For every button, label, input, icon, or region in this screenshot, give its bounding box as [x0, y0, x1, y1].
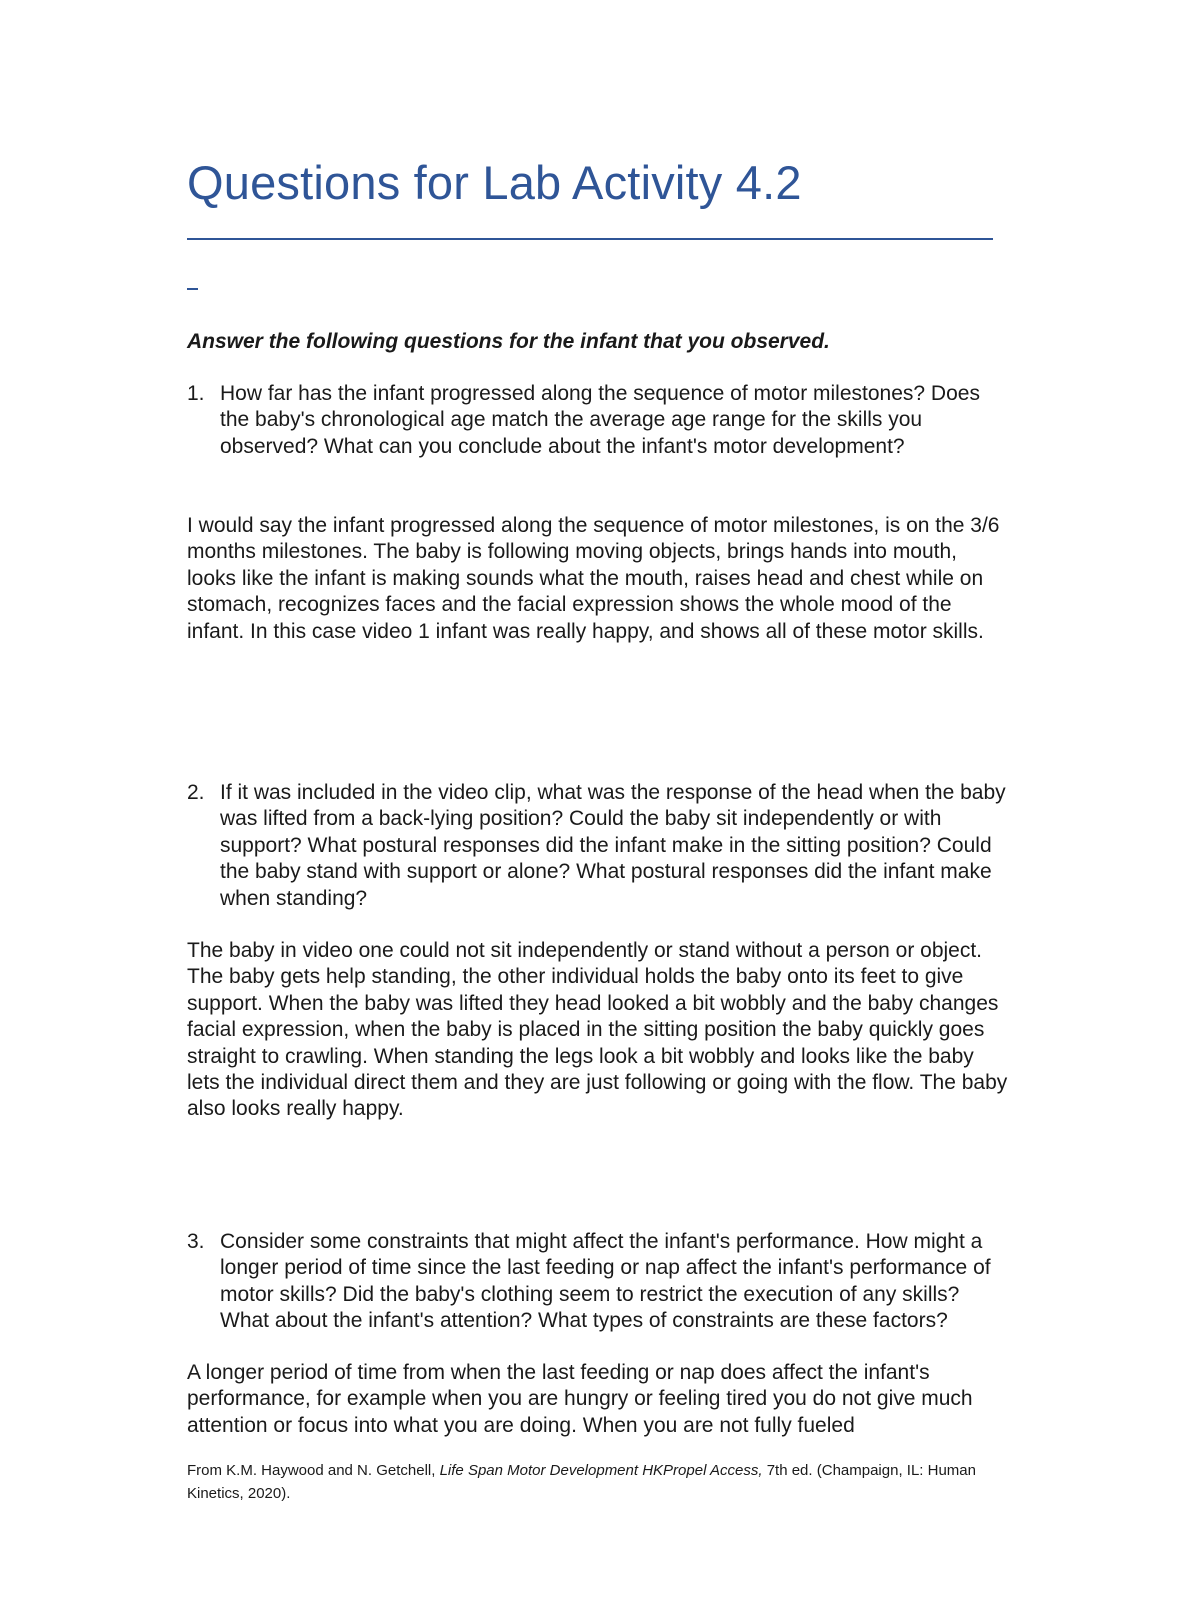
question-text: Consider some constraints that might affect the infant's performance. How might a longer period of time since the last feeding or nap affect the infant's performance of motor skills? Did the baby's clothing seem to restrict the execution of any skills? What about the infant's attention? What types of constraints are these factors? — [220, 1230, 991, 1333]
answer-text: I would say the infant progressed along the sequence of motor milestones, is on the 3/6 months milestones. The baby is following moving objects, brings hands into mouth, looks like the infant is making sounds what the mouth, raises head and chest while on stomach, recognizes faces and the facial expression shows the whole mood of the infant. In this case video 1 infant was really happy, and shows all of these motor skills. — [187, 514, 1000, 643]
page-title: Questions for Lab Activity 4.2 — [187, 156, 802, 209]
footer-prefix: From K.M. Haywood and N. Getchell, — [187, 1462, 440, 1479]
footer-book-title: Life Span Motor Development HKPropel Access, — [439, 1462, 763, 1479]
answer-text: The baby in video one could not sit independently or stand without a person or object. The baby gets help standing, the other individual holds the baby onto its feet to give support. When the baby was lifted they head looked a bit wobbly and the baby changes facial expression, when the baby is placed in the sitting position the baby quickly goes straight to crawling. When standing the legs look a bit wobbly and looks like the baby lets the individual direct them and they are just following or going with the flow. The baby also looks really happy. — [187, 939, 1008, 1121]
question-text: How far has the infant progressed along the sequence of motor milestones? Does the baby's chronological age match the average age range for the skills you observed? What can you conclude about the infant's motor development? — [220, 382, 980, 458]
question-text: If it was included in the video clip, what was the response of the head when the baby was lifted from a back-lying position? Could the baby sit independently or with support? What postural responses did the infant make in the sitting position? Could the baby stand with support or alone? What postural responses did the infant make when standing? — [220, 781, 1006, 910]
question-number: 1. — [187, 382, 205, 405]
instruction-text: Answer the following questions for the infant that you observed. — [187, 330, 830, 353]
title-underline — [187, 238, 993, 240]
title-underline-tail — [187, 288, 198, 290]
answer-text: A longer period of time from when the last feeding or nap does affect the infant's performance, for example when you are hungry or feeling tired you do not give much attention or focus into what you are doing. When you are not fully fueled — [187, 1361, 973, 1437]
question-number: 3. — [187, 1230, 205, 1253]
question-number: 2. — [187, 781, 205, 804]
footer-citation — [187, 1459, 1012, 1505]
footer-suffix: 7th ed. (Champaign, IL: Human Kinetics, 2020). — [187, 1462, 976, 1502]
